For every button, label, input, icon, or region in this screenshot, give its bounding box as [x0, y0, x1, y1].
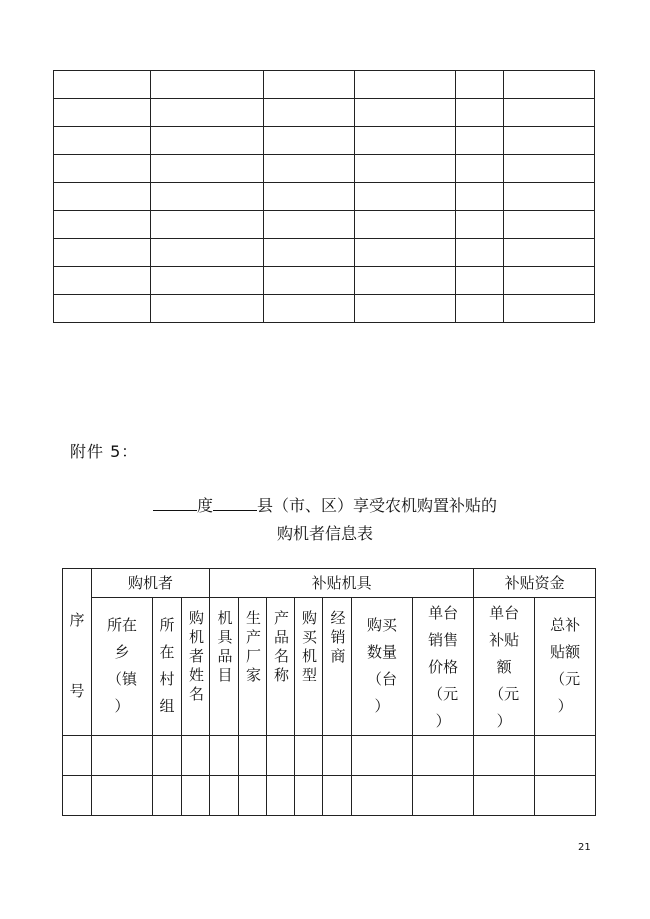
table-cell	[264, 155, 355, 183]
col-township: 所在 乡 （镇 ）	[92, 598, 153, 736]
table-cell	[355, 267, 456, 295]
column-header-row	[63, 598, 596, 736]
table-row	[54, 239, 595, 267]
table-cell	[54, 239, 151, 267]
table-cell	[267, 776, 295, 816]
table-cell	[151, 267, 264, 295]
table-cell	[456, 71, 504, 99]
table-cell	[151, 239, 264, 267]
table-cell	[504, 155, 595, 183]
table-cell	[182, 776, 210, 816]
table-cell	[54, 183, 151, 211]
col-dealer: 经销商	[323, 598, 352, 736]
title-word-year: 度	[196, 496, 213, 515]
table-cell	[355, 71, 456, 99]
table-cell	[63, 736, 92, 776]
year-blank	[153, 496, 197, 511]
group-buyer: 购机者	[92, 569, 210, 598]
table-cell	[54, 211, 151, 239]
table-cell	[355, 183, 456, 211]
table-cell	[151, 183, 264, 211]
table-cell	[264, 127, 355, 155]
county-blank	[213, 496, 257, 511]
table-row	[54, 99, 595, 127]
table-cell	[151, 71, 264, 99]
col-model: 购买机型	[295, 598, 323, 736]
table-cell	[352, 776, 413, 816]
table-cell	[504, 183, 595, 211]
col-village: 所 在 村 组	[153, 598, 182, 736]
table-cell	[151, 127, 264, 155]
table-cell	[456, 127, 504, 155]
table-cell	[504, 295, 595, 323]
table-cell	[323, 776, 352, 816]
table-cell	[264, 183, 355, 211]
table-cell	[54, 99, 151, 127]
table-cell	[264, 267, 355, 295]
col-total-subsidy: 总补 贴额 （元 ）	[535, 598, 596, 736]
table-cell	[54, 71, 151, 99]
table-row	[54, 127, 595, 155]
table-cell	[413, 776, 474, 816]
table-cell	[456, 239, 504, 267]
table-cell	[54, 127, 151, 155]
seq-top: 序	[69, 611, 85, 629]
group-subsidy-funds: 补贴资金	[474, 569, 596, 598]
table-cell	[474, 776, 535, 816]
table-cell	[456, 99, 504, 127]
col-machine-item: 机具品目	[210, 598, 239, 736]
table-row	[63, 776, 596, 816]
table-row	[54, 155, 595, 183]
table-cell	[413, 736, 474, 776]
table-cell	[355, 295, 456, 323]
col-product-name: 产品名称	[267, 598, 295, 736]
table-cell	[355, 239, 456, 267]
table-cell	[264, 99, 355, 127]
table-cell	[92, 776, 153, 816]
table-cell	[295, 776, 323, 816]
col-quantity: 购买 数量 （台 ）	[352, 598, 413, 736]
table-cell	[264, 295, 355, 323]
table-cell	[92, 736, 153, 776]
table-cell	[355, 99, 456, 127]
table-cell	[63, 776, 92, 816]
seq-header	[63, 569, 92, 736]
group-subsidized-machinery: 补贴机具	[210, 569, 474, 598]
table-cell	[504, 239, 595, 267]
table-cell	[535, 776, 596, 816]
col-buyer-name: 购机者姓名	[182, 598, 210, 736]
table-cell	[456, 267, 504, 295]
table-cell	[504, 267, 595, 295]
form-title-line2: 购机者信息表	[276, 524, 373, 543]
table-row	[54, 71, 595, 99]
table-cell	[153, 776, 182, 816]
title-text: 县（市、区）享受农机购置补贴的	[257, 496, 498, 515]
table-cell	[352, 736, 413, 776]
table-cell	[323, 736, 352, 776]
buyer-info-table	[62, 568, 596, 816]
table-row	[63, 736, 596, 776]
col-unit-price: 单台 销售 价格 （元 ）	[413, 598, 474, 736]
table-cell	[151, 211, 264, 239]
table-row	[54, 295, 595, 323]
page-number: 21	[578, 842, 591, 853]
table-cell	[456, 211, 504, 239]
table-cell	[456, 183, 504, 211]
form-title-line1	[0, 493, 650, 516]
table-row	[54, 211, 595, 239]
table-cell	[474, 736, 535, 776]
table-row	[54, 183, 595, 211]
table-cell	[264, 211, 355, 239]
table-cell	[504, 211, 595, 239]
table-cell	[264, 71, 355, 99]
table-cell	[535, 736, 596, 776]
seq-bottom: 号	[69, 682, 85, 700]
table-cell	[504, 127, 595, 155]
col-manufacturer: 生产厂家	[239, 598, 267, 736]
table-cell	[239, 776, 267, 816]
table-cell	[210, 776, 239, 816]
table-cell	[355, 127, 456, 155]
table-cell	[295, 736, 323, 776]
continuation-table	[53, 70, 595, 323]
table-cell	[504, 71, 595, 99]
table-cell	[54, 267, 151, 295]
table-cell	[239, 736, 267, 776]
table-cell	[210, 736, 239, 776]
attachment-label: 附件 5：	[70, 442, 139, 461]
table-cell	[151, 155, 264, 183]
table-cell	[153, 736, 182, 776]
table-cell	[54, 295, 151, 323]
table-cell	[355, 155, 456, 183]
table-cell	[54, 155, 151, 183]
group-header-row	[63, 569, 596, 598]
table-cell	[182, 736, 210, 776]
table-cell	[264, 239, 355, 267]
table-cell	[504, 99, 595, 127]
table-cell	[267, 736, 295, 776]
table-cell	[456, 295, 504, 323]
col-unit-subsidy: 单台 补贴 额 （元 ）	[474, 598, 535, 736]
table-cell	[151, 99, 264, 127]
table-cell	[151, 295, 264, 323]
table-cell	[355, 211, 456, 239]
table-row	[54, 267, 595, 295]
table-cell	[456, 155, 504, 183]
